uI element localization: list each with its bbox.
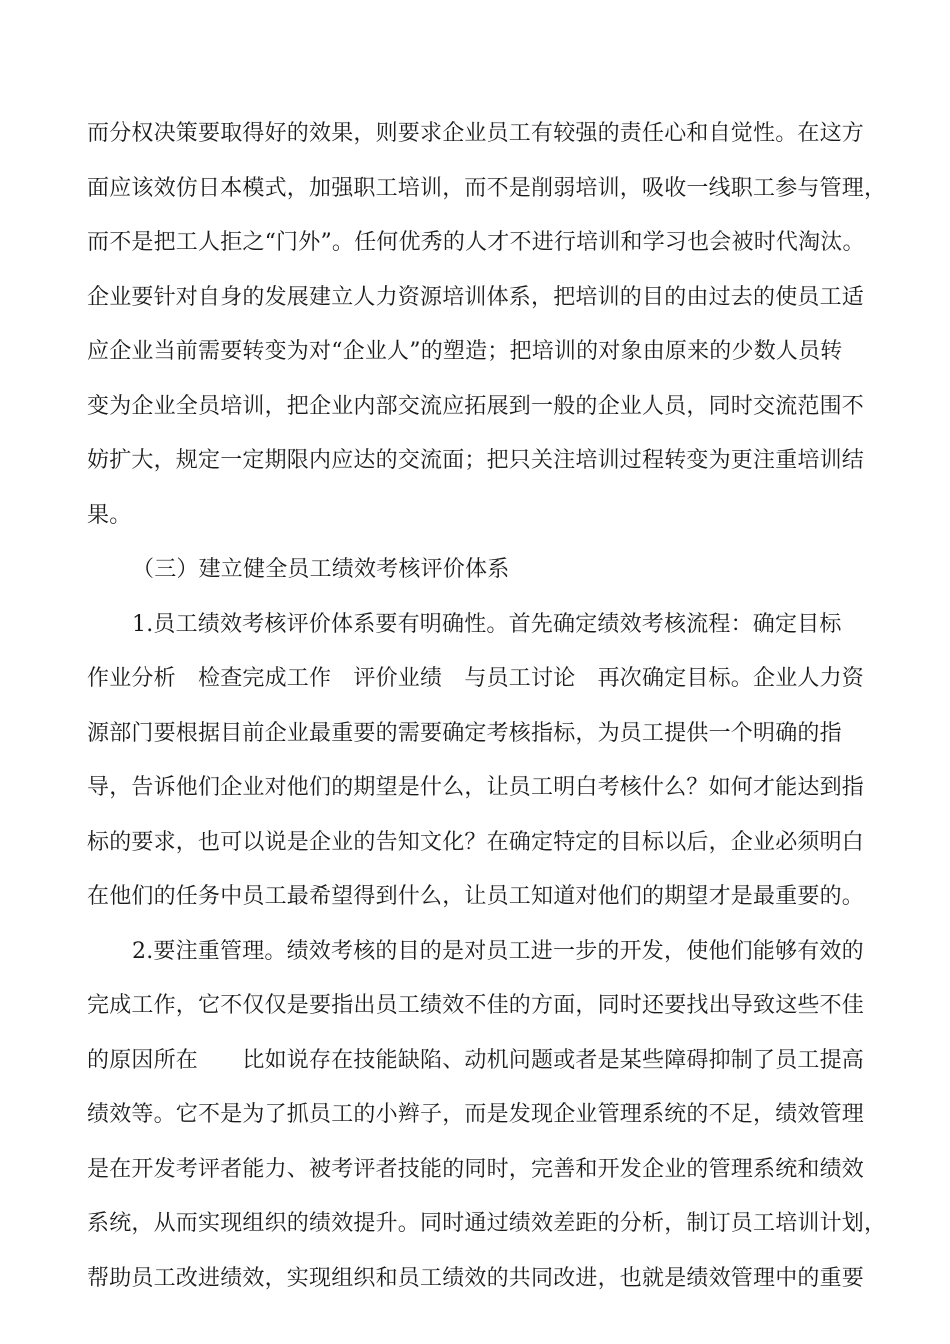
- text-line: 是在开发考评者能力、被考评者技能的同时，完善和开发企业的管理系统和绩效: [87, 1157, 865, 1182]
- text-line: 帮助员工改进绩效，实现组织和员工绩效的共同改进，也就是绩效管理中的重要: [87, 1266, 865, 1291]
- text-line: 而分权决策要取得好的效果，则要求企业员工有较强的责任心和自觉性。在这方: [87, 121, 865, 146]
- text-line: 变为企业全员培训，把企业内部交流应拓展到一般的企业人员，同时交流范围不: [87, 394, 865, 419]
- text-line: 作业分析 检查完成工作 评价业绩 与员工讨论 再次确定目标。企业人力资: [87, 666, 865, 691]
- text-line: 应企业当前需要转变为对“企业人”的塑造；把培训的对象由原来的少数人员转: [87, 339, 843, 364]
- text-line: 果。: [87, 503, 132, 528]
- text-line: 完成工作，它不仅仅是要指出员工绩效不佳的方面，同时还要找出导致这些不佳: [87, 993, 865, 1018]
- text-line: 源部门要根据目前企业最重要的需要确定考核指标，为员工提供一个明确的指: [87, 721, 842, 746]
- text-line: 面应该效仿日本模式，加强职工培训，而不是削弱培训，吸收一线职工参与管理，: [87, 176, 887, 201]
- text-line: 导，告诉他们企业对他们的期望是什么，让员工明白考核什么？如何才能达到指: [87, 775, 865, 800]
- text-line: 妨扩大，规定一定期限内应达的交流面；把只关注培训过程转变为更注重培训结: [87, 448, 865, 473]
- text-line: 标的要求，也可以说是企业的告知文化？在确定特定的目标以后，企业必须明白: [87, 830, 865, 855]
- text-line: 2.要注重管理。绩效考核的目的是对员工进一步的开发，使他们能够有效的: [132, 939, 864, 964]
- text-line: 系统，从而实现组织的绩效提升。同时通过绩效差距的分析，制订员工培训计划，: [87, 1211, 887, 1236]
- text-line: 1.员工绩效考核评价体系要有明确性。首先确定绩效考核流程：确定目标: [132, 612, 842, 637]
- text-line: 而不是把工人拒之“门外”。任何优秀的人才不进行培训和学习也会被时代淘汰。: [87, 230, 865, 255]
- text-line: 企业要针对自身的发展建立人力资源培训体系，把培训的目的由过去的使员工适: [87, 285, 865, 310]
- text-line: 在他们的任务中员工最希望得到什么，让员工知道对他们的期望才是最重要的。: [87, 884, 865, 909]
- section-heading: （三）建立健全员工绩效考核评价体系: [132, 557, 510, 582]
- text-line: 的原因所在 比如说存在技能缺陷、动机问题或者是某些障碍抑制了员工提高: [87, 1048, 865, 1073]
- text-line: 绩效等。它不是为了抓员工的小辫子，而是发现企业管理系统的不足，绩效管理: [87, 1102, 865, 1127]
